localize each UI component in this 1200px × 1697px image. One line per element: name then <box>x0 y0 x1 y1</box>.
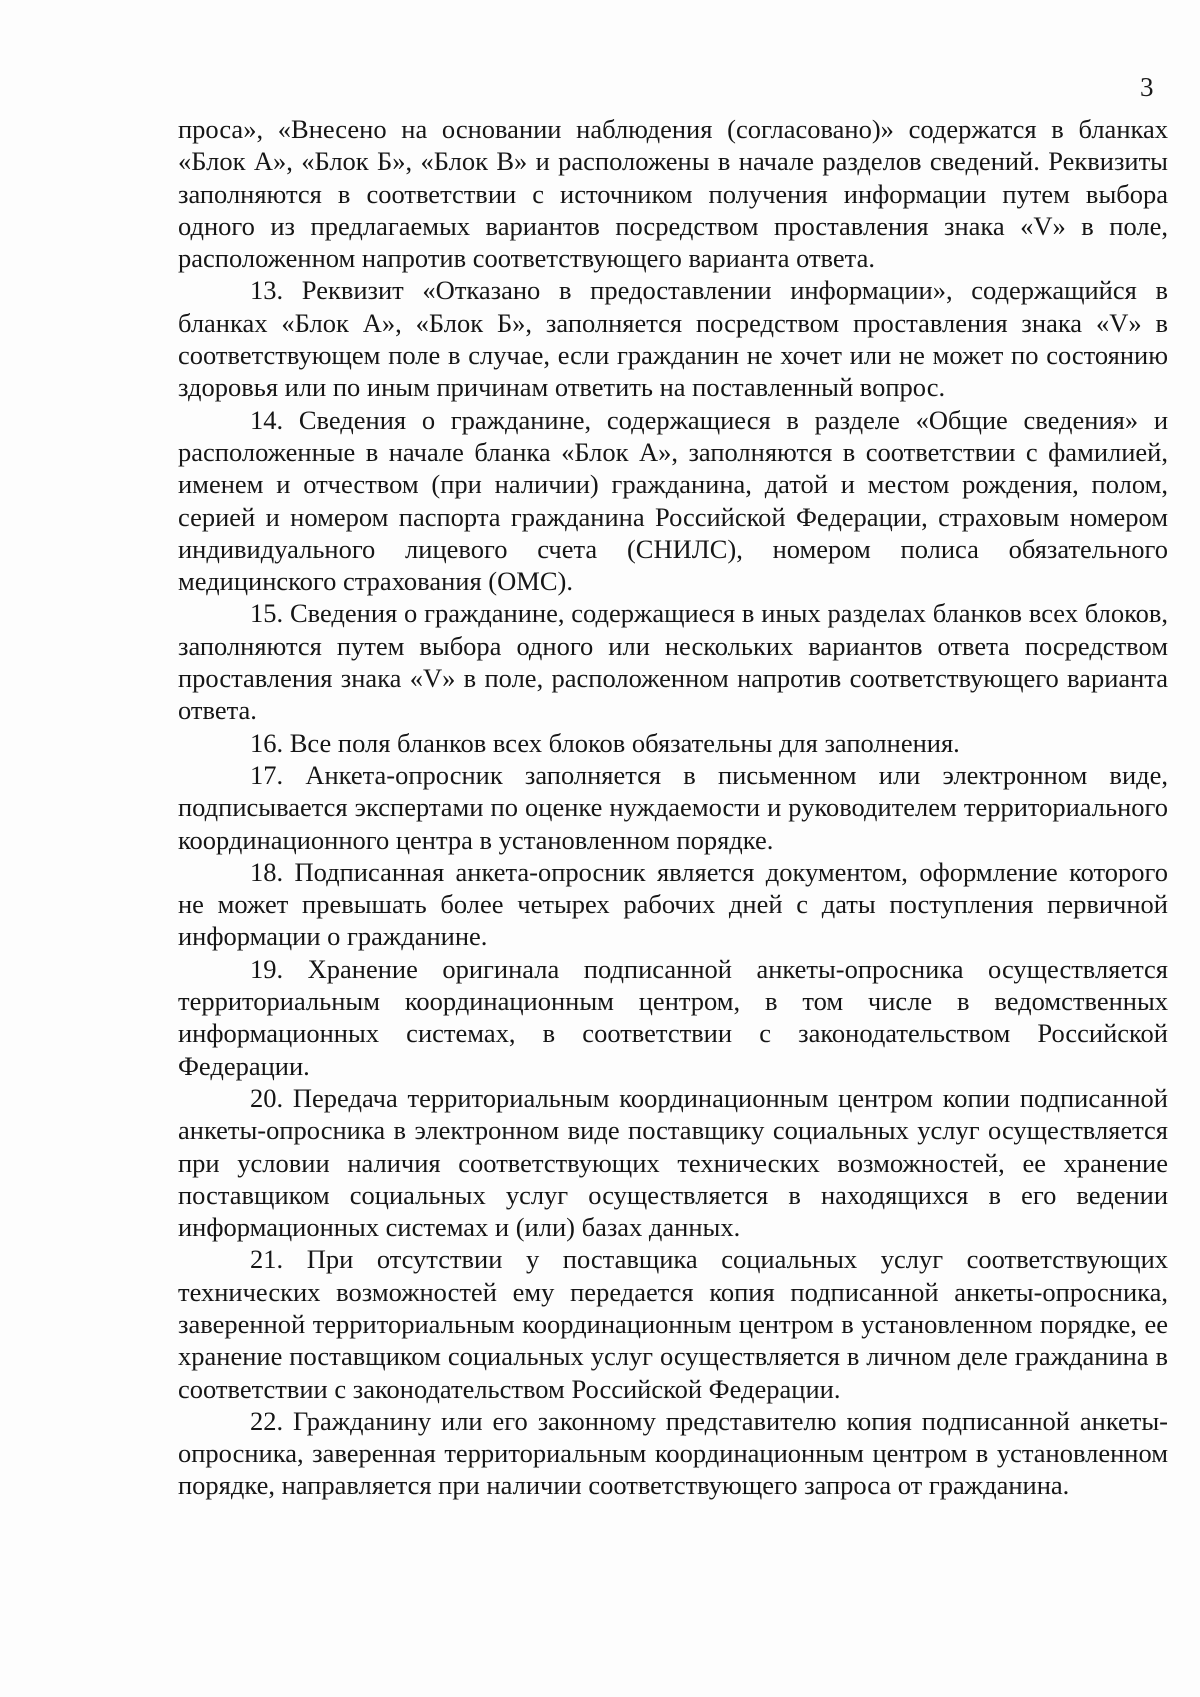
paragraph-18: 18. Подписанная анкета-опросник является документом, оформление которого не может превышать более четырех рабочих дней с даты поступления первичной информации о гражданине. <box>178 856 1168 952</box>
document-body <box>178 113 1168 1502</box>
paragraph-14: 14. Сведения о гражданине, содержащиеся в разделе «Общие сведения» и расположенные в начале бланка «Блок А», заполняются в соответствии с фамилией, именем и отчеством (при наличии) гражданина, датой и местом рождения, полом, серией и номером паспорта гражданина Российской Федерации, страховым номером индивидуального лицевого счета (СНИЛС), номером полиса обязательного медицинского страхования (ОМС). <box>178 404 1168 597</box>
paragraph-20: 20. Передача территориальным координационным центром копии подписанной анкеты-опросника в электронном виде поставщику социальных услуг осуществляется при условии наличия соответствующих технических возможностей, ее хранение поставщиком социальных услуг осуществляется в находящихся в его ведении информационных системах и (или) базах данных. <box>178 1082 1168 1243</box>
paragraph-continuation: проса», «Внесено на основании наблюдения (согласовано)» содержатся в бланках «Блок А», «Блок Б», «Блок В» и расположены в начале разделов сведений. Реквизиты заполняются в соответствии с источником получения информации путем выбора одного из предлагаемых вариантов посредством проставления знака «V» в поле, расположенном напротив соответствующего варианта ответа. <box>178 114 1168 274</box>
paragraph-13: 13. Реквизит «Отказано в предоставлении информации», содержащийся в бланках «Блок А», «Блок Б», заполняется посредством проставления знака «V» в соответствующем поле в случае, если гражданин не хочет или не может по состоянию здоровья или по иным причинам ответить на поставленный вопрос. <box>178 275 1168 403</box>
paragraph-16: 16. Все поля бланков всех блоков обязательны для заполнения. <box>250 727 960 758</box>
paragraph-21: 21. При отсутствии у поставщика социальных услуг соответствующих технических возможностей ему передается копия подписанной анкеты-опросника, заверенной территориальным координационным центром в установленном порядке, ее хранение поставщиком социальных услуг осуществляется в личном деле гражданина в соответствии с законодательством Российской Федерации. <box>178 1244 1168 1404</box>
paragraph-22: 22. Гражданину или его законному представителю копия подписанной анкеты-опросника, заверенная территориальным координационным центром в установленном порядке, направляется при наличии соответствующего запроса от гражданина. <box>178 1405 1168 1501</box>
paragraph-15: 15. Сведения о гражданине, содержащиеся в иных разделах бланков всех блоков, заполняются путем выбора одного или нескольких вариантов ответа посредством проставления знака «V» в поле, расположенном напротив соответствующего варианта ответа. <box>178 598 1168 726</box>
paragraph-17: 17. Анкета-опросник заполняется в письменном или электронном виде, подписывается экспертами по оценке нуждаемости и руководителем территориального координационного центра в установленном порядке. <box>178 759 1168 855</box>
paragraph-19: 19. Хранение оригинала подписанной анкеты-опросника осуществляется территориальным координационным центром, в том числе в ведомственных информационных системах, в соответствии с законодательством Российской Федерации. <box>178 953 1168 1081</box>
page-number: 3 <box>1140 72 1154 102</box>
